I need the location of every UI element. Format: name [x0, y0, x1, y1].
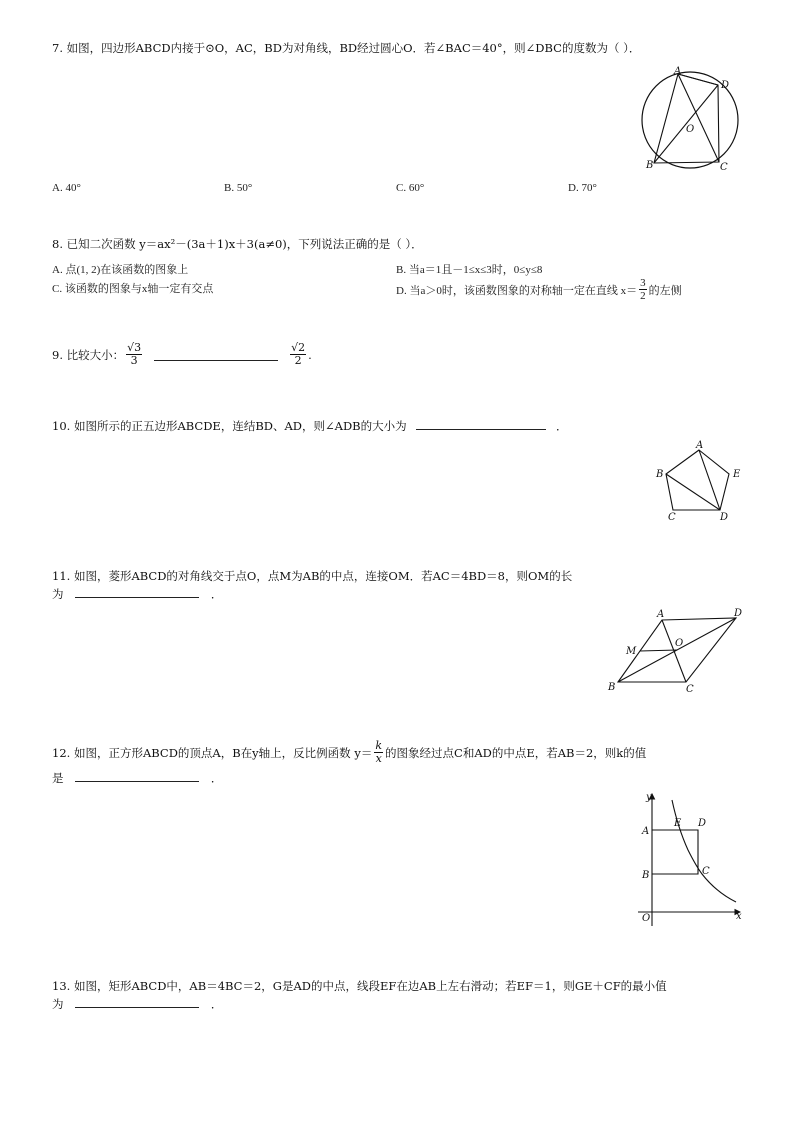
q12-label-y: y	[646, 792, 652, 803]
q12-coordinate-figure	[632, 788, 748, 930]
q7-label-O: O	[686, 124, 695, 135]
q12-label-E: E	[674, 818, 682, 829]
q13-line2: 为	[52, 997, 64, 1011]
q8-option-d-num: 3	[640, 277, 646, 289]
q8-option-b: B. 当a＝1且－1≤x≤3时，0≤y≤8	[396, 264, 543, 276]
q9-fraction-left-num: √3	[127, 341, 142, 354]
q7-option-a: A. 40°	[52, 182, 81, 194]
q10-end: ．	[555, 419, 568, 433]
q11-end: ．	[210, 587, 223, 601]
q12-label-O: O	[642, 913, 651, 924]
q9-answer-blank[interactable]	[154, 348, 278, 361]
q12-label-A: A	[642, 826, 650, 837]
q11-label-D: D	[734, 608, 743, 619]
q9-fraction-left	[126, 342, 142, 367]
q13-line2-row	[52, 996, 222, 1012]
q12-stem-post: 的图象经过点C和AD的中点E，若AB＝2，则k的值	[385, 745, 647, 760]
q9-fraction-right-den: 2	[294, 354, 302, 367]
q11-stem: 11. 如图，菱形ABCD的对角线交于点O，点M为AB的中点，连接OM．若AC＝4BD＝8，则OM的长	[52, 569, 573, 583]
q11-label-M: M	[626, 646, 637, 657]
q8-option-c: C. 该函数的图象与x轴一定有交点	[52, 283, 214, 295]
q10-pentagon-figure	[652, 436, 744, 524]
q9-stem	[52, 342, 312, 367]
q7-option-b: B. 50°	[224, 182, 253, 194]
q7-stem: 7. 如图，四边形ABCD内接于⊙O，AC，BD为对角线，BD经过圆心O．若∠BAC＝40°，则∠DBC的度数为（ ）．	[52, 41, 641, 55]
q8-option-d-text: D. 当a＞0时，该函数图象的对称轴一定在直线 x＝	[396, 284, 638, 297]
q7-circle-figure	[636, 64, 746, 174]
q10-label-B: B	[656, 469, 664, 480]
q7-option-d: D. 70°	[568, 182, 597, 194]
q9-fraction-right	[290, 342, 306, 367]
q12-label-x: x	[736, 911, 742, 922]
q7-label-B: B	[646, 160, 654, 171]
q7-option-c: C. 60°	[396, 182, 425, 194]
q8-option-a: A. 点(1, 2)在该函数的图象上	[52, 264, 189, 276]
q11-label-A: A	[657, 609, 665, 620]
q10-label-A: A	[696, 440, 704, 451]
q11-line2: 为	[52, 587, 64, 601]
q13-end: ．	[210, 997, 223, 1011]
q8-option-d-fraction	[639, 277, 647, 302]
q10-label-E: E	[733, 469, 741, 480]
q12-stem-pre: 12. 如图，正方形ABCD的顶点A，B在y轴上，反比例函数 y＝	[52, 745, 373, 760]
q8-option-d-post: 的左侧	[648, 284, 682, 297]
q7-label-D: D	[721, 80, 730, 91]
q12-fraction-num: k	[375, 739, 383, 752]
q11-label-B: B	[608, 682, 616, 693]
q12-stem-row	[52, 740, 646, 765]
q10-label-D: D	[720, 512, 729, 523]
q11-answer-blank[interactable]	[75, 587, 199, 598]
q12-label-B: B	[642, 870, 650, 881]
q10-stem-row	[52, 418, 567, 434]
q12-label-C: C	[702, 866, 710, 877]
q12-end: ．	[210, 771, 223, 785]
q9-prefix: 9. 比较大小：	[52, 347, 125, 362]
q8-option-d	[396, 277, 682, 302]
q10-label-C: C	[668, 512, 676, 523]
q13-stem: 13. 如图，矩形ABCD中，AB＝4BC＝2，G是AD的中点，线段EF在边AB上左右滑动；若EF＝1，则GE＋CF的最小值	[52, 979, 667, 993]
q7-label-C: C	[720, 162, 728, 173]
q12-line2-row	[52, 770, 222, 786]
q10-answer-blank[interactable]	[416, 419, 546, 430]
q12-line2: 是	[52, 771, 64, 785]
q10-stem: 10. 如图所示的正五边形ABCDE，连结BD、AD，则∠ADB的大小为	[52, 419, 407, 433]
q8-stem: 8. 已知二次函数 y＝ax²－(3a＋1)x＋3(a≠0)，下列说法正确的是（ ）．	[52, 237, 423, 251]
q9-period: .	[308, 347, 312, 362]
q12-label-D: D	[698, 818, 707, 829]
q11-label-C: C	[686, 684, 694, 695]
q11-label-O: O	[675, 638, 684, 649]
q12-answer-blank[interactable]	[75, 771, 199, 782]
q12-fraction	[374, 740, 383, 765]
q9-fraction-right-num: √2	[291, 341, 306, 354]
q12-fraction-den: x	[375, 752, 382, 765]
q9-fraction-left-den: 3	[130, 354, 138, 367]
q11-rhombus-figure	[600, 604, 750, 696]
q13-answer-blank[interactable]	[75, 997, 199, 1008]
q11-line2-row	[52, 586, 222, 602]
q8-option-d-den: 2	[640, 290, 646, 302]
q7-label-A: A	[674, 66, 682, 77]
